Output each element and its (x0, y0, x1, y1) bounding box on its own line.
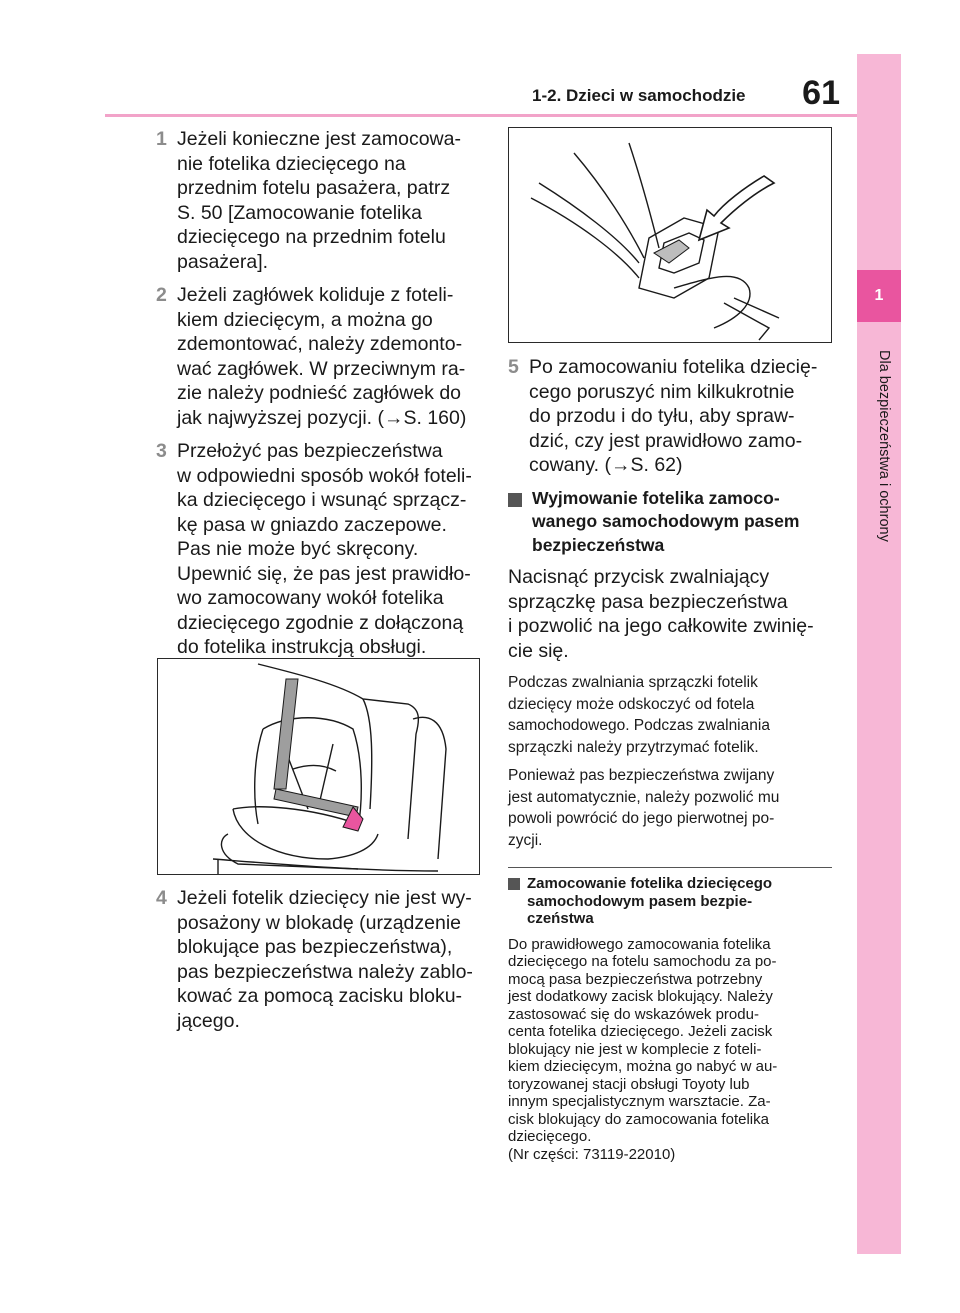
step-text (529, 355, 832, 478)
text-line: Nacisnąć przycisk zwalniający (508, 566, 770, 588)
chapter-title-vertical: Dla bezpieczeństwa i ochrony (876, 350, 892, 542)
text-line: Jeżeli konieczne jest zamocowa- (177, 128, 461, 150)
text-line: przednim fotelu pasażera, patrz (177, 177, 451, 199)
child-seat-drawing (158, 659, 479, 874)
text-line: mocą pasa bezpieczeństwa potrzebny (508, 970, 763, 988)
step-text (177, 886, 483, 1033)
text-line: dziecięcego zgodnie z dołączoną (177, 611, 464, 634)
text-line: pas bezpieczeństwa należy zablo- (177, 960, 473, 983)
text-line: samochodowego. Podczas zwalniania (508, 717, 770, 734)
text-line: Jeżeli fotelik dziecięcy nie jest wy- (177, 887, 472, 909)
text-line: blokujące pas bezpieczeństwa), (177, 936, 453, 958)
pointer-arrow-icon (699, 176, 774, 240)
text-line: zdemontować, należy zdemonto- (177, 333, 463, 355)
text-line: w odpowiedni sposób wokół foteli- (177, 464, 472, 487)
text-line: zie należy podnieść zagłówek do (177, 382, 462, 404)
text-line: nie fotelika dziecięcego na (177, 152, 406, 175)
note-seat-jump (508, 672, 832, 758)
text-line: do fotelika instrukcją obsługi. (177, 636, 427, 658)
note-divider (508, 867, 832, 868)
left-column-steps (156, 127, 483, 669)
text-line: Zamocowanie fotelika dziecięcego (527, 875, 773, 892)
step-text (177, 283, 483, 430)
text-line: jest dodatkowy zacisk blokujący. Należy (508, 988, 773, 1005)
step-number: 5 (508, 356, 519, 378)
release-instruction (508, 565, 832, 663)
text-line: i pozwolić na jego całkowite zwinię- (508, 615, 814, 637)
text-line: Wyjmowanie fotelika zamoco- (532, 487, 780, 508)
text-line: czeństwa (527, 910, 594, 927)
right-column-content (508, 355, 832, 1163)
text-line: sprzączki należy przytrzymać fotelik. (508, 738, 759, 756)
text-line: innym specjalistycznym warsztacie. Za- (508, 1093, 771, 1110)
child-seat-illustration (157, 658, 480, 875)
step-4 (156, 886, 483, 1033)
header-divider (105, 114, 857, 117)
text-line: dziecięcego. (508, 1128, 592, 1145)
text-line: kiem dziecięcym, można go nabyć w au- (508, 1058, 778, 1075)
text-line: Ponieważ pas bezpieczeństwa zwijany (508, 767, 775, 784)
text-line: Podczas zwalniania sprzączki fotelik (508, 674, 758, 691)
text-line: Po zamocowaniu fotelika dziecię- (529, 356, 818, 378)
text-line: kować za pomocą zacisku bloku- (177, 985, 463, 1007)
text-line: cie się. (508, 639, 569, 662)
note-heading-text (527, 875, 832, 928)
step-text (177, 439, 483, 660)
step-2 (156, 283, 483, 430)
text-line: dziecięcego na fotelu samochodu za po- (508, 953, 777, 970)
text-line: (Nr części: 73119-22010) (508, 1145, 676, 1163)
text-line: zycji. (508, 831, 543, 849)
text-line: dziecięcego na przednim fotelu (177, 226, 446, 248)
text-line: Przełożyć pas bezpieczeństwa (177, 440, 443, 462)
text-line: Upewnić się, że pas jest prawidło- (177, 562, 471, 585)
page-number: 61 (802, 74, 840, 112)
text-line: dziecięcy może odskoczyć od fotela (508, 695, 755, 713)
locking-clip-illustration (508, 127, 832, 343)
text-line: jak najwyższej pozycji. (→S. 160) (177, 406, 467, 429)
text-line: blokujący nie jest w komplecie z foteli- (508, 1040, 762, 1058)
step-number: 2 (156, 284, 167, 306)
text-line: cisk blokujący do zamocowania fotelika (508, 1110, 769, 1128)
text-line: dzić, czy jest prawidłowo zamo- (529, 429, 803, 452)
note-body-locking-clip (508, 936, 832, 1164)
step-number: 3 (156, 440, 167, 462)
note-belt-retract (508, 765, 832, 851)
subheading-text (532, 487, 832, 558)
step-number: 4 (156, 887, 167, 909)
left-column-step-4 (156, 886, 483, 1042)
text-line: powoli powrócić do jego pierwotnej po- (508, 810, 775, 827)
text-line: wanego samochodowym pasem (532, 511, 800, 531)
text-line: toryzowanej stacji obsługi Toyoty lub (508, 1075, 750, 1093)
section-title: 1-2. Dzieci w samochodzie (532, 86, 746, 105)
text-line: kę pasa w gniazdo zaczepowe. (177, 513, 447, 536)
step-text (177, 127, 483, 274)
text-line: samochodowym pasem bezpie- (527, 892, 753, 910)
step-5 (508, 355, 832, 478)
text-line: sprzączkę pasa bezpieczeństwa (508, 590, 788, 613)
text-line: wać zagłówek. W przeciwnym ra- (177, 357, 466, 380)
text-line: bezpieczeństwa (532, 534, 665, 555)
text-line: do przodu i do tyłu, aby spraw- (529, 405, 795, 427)
note-heading-locking-clip (508, 875, 832, 928)
locking-clip-drawing (509, 128, 831, 342)
text-line: Pas nie może być skręcony. (177, 538, 419, 560)
text-line: centa fotelika dziecięcego. Jeżeli zacisk (508, 1023, 773, 1040)
subheading-remove-seat (508, 487, 832, 558)
chapter-number-tab[interactable]: 1 (857, 270, 901, 322)
text-line: ka dziecięcego i wsunąć sprzącz- (177, 489, 467, 511)
text-line: cego poruszyć nim kilkukrotnie (529, 380, 795, 403)
step-number: 1 (156, 128, 167, 150)
text-line: zastosować się do wskazówek produ- (508, 1005, 759, 1023)
square-bullet-icon (508, 878, 520, 890)
chapter-side-tab (857, 54, 901, 1254)
text-line: wo zamocowany wokół fotelika (177, 587, 444, 609)
text-line: Do prawidłowego zamocowania fotelika (508, 935, 771, 953)
text-line: jest automatycznie, należy pozwolić mu (508, 788, 780, 806)
text-line: kiem dziecięcym, a można go (177, 308, 433, 331)
step-3 (156, 439, 483, 660)
square-bullet-icon (508, 493, 522, 507)
text-line: pasażera]. (177, 250, 269, 273)
text-line: Jeżeli zagłówek koliduje z foteli- (177, 284, 454, 306)
text-line: S. 50 [Zamocowanie fotelika (177, 201, 422, 224)
text-line: posażony w blokadę (urządzenie (177, 911, 462, 934)
step-1 (156, 127, 483, 274)
text-line: jącego. (177, 1009, 240, 1032)
text-line: cowany. (→S. 62) (529, 454, 683, 476)
